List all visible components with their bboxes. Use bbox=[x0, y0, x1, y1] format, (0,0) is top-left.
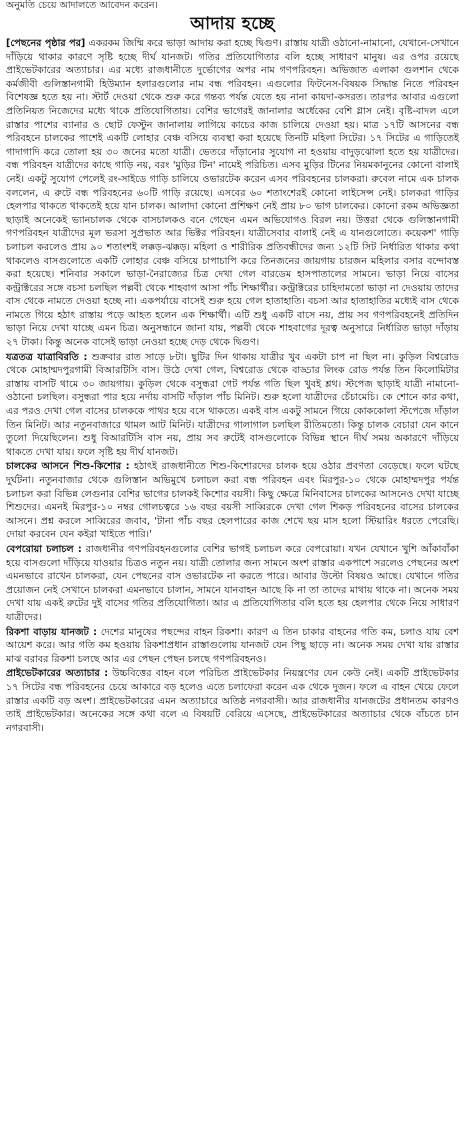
previous-article-tail: অনুমতি চেয়ে আদালতে আবেদন করেন। bbox=[6, 0, 158, 11]
paragraph-text: একরকম জিম্মি করে ভাড়া আদায় করা হচ্ছে দ্বিগুণ। রাস্তায় যাত্রী ওঠানো-নামানো, যেখানে-সেখানে দাঁড়িয়ে থাকার কারণে সৃষ্টি হচ্ছে দীর্ঘ যানজট। গতির প্রতিযোগিতার বলি হচ্ছে সাধারণ মানুষ। এর ওপর রয়েছে প্রাইভেটকারের অত্যাচার। এর মধ্যে রাজধানীতে দুর্ভোগের অপর নাম গণপরিবহন। অভিজাত এলাকা গুলশান থেকে কর্মজীবী গুলিস্তানগামী হিউম্যান হলারগুলোর নাম বন্ধ পরিবহন। এগুলোর ফিটনেস-বিষয়ক সিদ্ধান্ত নিতে পরিবহন বিশেষজ্ঞ হতে হয় না। স্টার্ট দেওয়া থেকে শুরু করে গন্তব্য পর্যন্ত যেতে হয় নানা কায়দা-কসরত। তারপর আবার এগুলো প্রতিনিয়ত নিজেদের মধ্যে থাকে প্রতিযোগিতায়। বেশির ভাগেরই জানালার অর্ধেকের বেশি গ্লাস নেই। বৃষ্টি-বাদল এলে রাস্তার পাশের ব্যানার ও ছোট ফেস্টুন জানালায় লাগিয়ে কাচের কাজ চালিয়ে দেওয়া হয়। মাত্র ১৭টি আসনের বন্ধ পরিবহনে চালকের পাশেই একটি লোহার বেঞ্চ বসিয়ে ব্যবস্থা করা হয়েছে তিনটি মহিলা সিটের। ১৭ সিটের এ গাড়িতেই গাদাগাদি করে তোলা হয় ৩০ জনের মতো যাত্রী। ভেতরে দাঁড়ানোর সুযোগ না হওয়ায় বাদুড়ঝোলা হতে হয় যাত্রীদের। বন্ধ পরিবহন যাত্রীদের কাছে গাড়ি নয়, বরং 'মুড়ির টিন' নামেই পরিচিত। এসব মুড়ির টিনের নিয়মকানুনের কোনো বালাই নেই। একটু সুযোগ পেলেই রং-সাইডে গাড়ি চালিয়ে ওভারটেক করেন এসব পরিবহনের চালকরা। রুবেল নামে এক চালক বললেন, এ রুটে বন্ধ পরিবহনের ৬০টি গাড়ি রয়েছে। এসবের ৬০ শতাংশেরই কোনো লাইসেন্স নেই। চালকরা গাড়ির হেলপার থাকতে থাকতেই হয়ে যান চালক। আলাদা কোনো প্রশিক্ষণ নেই প্রায় ৮০ ভাগ চালকের। কোনো রকম অভিজ্ঞতা ছাড়াই অনেকেই ভ্যানচালক থেকে বাসচালকও বনে গেছেন এমন অভিযোগও বিরল নয়। উত্তরা থেকে গুলিস্তানগামী গণপরিবহন যাত্রীদের মূল ভরসা সুপ্রভাত আর ভিক্টর পরিবহন। যাত্রীসেবার বালাই নেই এ যানগুলোতে। কয়েকশ' গাড়ি চলাচল করলেও প্রায় ৯০ শতাংশই লক্কড়-ঝক্কড়। মহিলা ও শারীরিক প্রতিবন্ধীদের জন্য ১২টি সিট নির্ধারিত থাকার কথা থাকলেও বাসগুলোতে একটি লোহার বেঞ্চ বসিয়ে চাপাচাপি করে তিনজনের জায়গায় চারজন মহিলার বসার বন্দোবস্ত করা হয়েছে। শনিবার সকালে ভাড়া-নৈরাজ্যের চিত্র দেখা গেল বারডেম হাসপাতালের সামনে। ভাড়া নিয়ে বাসের কন্ট্রাক্টরের সঙ্গে বচসা চলছিল পল্লবী থেকে শাহবাগ আসা পাঁচ শিক্ষার্থীর। কন্ট্রাক্টরের চাহিদামতো ভাড়া না দেওয়ায় তাদের বাস থেকে নামতে দেওয়া হচ্ছে না। একপর্যায়ে বাসেই শুরু হয়ে গেল হাতাহাতি। বচসা আর হাতাহাতির মধ্যেই বাস থেকে নামতে গিয়ে হঠাৎ রাস্তায় পড়ে আহত হলেন এক শিক্ষার্থী। এটি শুধু একটি বাসে নয়, প্রায় সব গণপরিবহনেই প্রতিদিন ভাড়া নিয়ে দেখা যাচ্ছে এমন চিত্র। অনুসন্ধানে জানা যায়, পল্লবী থেকে শাহবাগের দূরত্ব অনুসারে নির্ধারিত ভাড়া দাঁড়ায় ২৭ টাকা। কিন্তু অনেক বাসেই ভাড়া নেওয়া হচ্ছে দেড় থেকে দ্বিগুণ। bbox=[6, 38, 459, 349]
paragraph-child-drivers bbox=[6, 460, 459, 542]
article-body bbox=[0, 37, 465, 735]
subhead-random-stops: যত্রতত্র যাত্রাবিরতি : bbox=[6, 351, 88, 363]
paragraph-intro bbox=[6, 37, 459, 350]
paragraph-private-cars bbox=[6, 667, 459, 735]
subhead-rickshaw-jam: রিকশা বাড়ায় যানজট : bbox=[6, 626, 97, 638]
paragraph-random-stops bbox=[6, 351, 459, 460]
paragraph-reckless-driving bbox=[6, 543, 459, 625]
paragraph-text: রাজধানীর গণপরিবহনগুলোর বেশির ভাগই চলাচল করে বেপরোয়া। যখন যেখানে খুশি আঁকাবাঁকা হয়ে বাসগুলো দাঁড়িয়ে যাওয়ার চিত্রও নতুন নয়। যাত্রী তোলার জন্য সামনে অংশ রাস্তার একপাশে সরলেও পেছনের অংশ এমনভাবে রাখেন চালকরা, যেন পেছনের বাস ওভারটেক না করতে পারে। আবার উল্টো বিষয়ও আছে। যেখানে গতির প্রয়োজন নেই সেখানে চালকরা এমনভাবে চালান, সামনে যানবাহন আছে কি না তা তাদের মাথায় থাকে না। অনেক সময় দেখা যায় একই রুটের দুই বাসের গতির প্রতিযোগিতা। আর এ প্রতিযোগিতার বলি হতে হয় হেলপার থেকে নিয়ে সাধারণ যাত্রীদের। bbox=[6, 543, 459, 623]
paragraph-text: দেশের মানুষের পছন্দের বাহন রিকশা। কারণ এ তিন চাকার বাহনের গতি কম, চলাও যায় বেশ আয়েশ করে। আর গতি কম হওয়ায় রিকশাপ্রধান রাস্তাগুলোয় যানজট যেন পিছু ছাড়ে না। অনেক সময় দেখা যায় রাস্তার মাঝ বরাবর রিকশা চলছে আর এর পেছন পেছন চলছে গণপরিবহনও। bbox=[6, 626, 459, 665]
paragraph-text: শুক্রবার রাত সাড়ে ৮টা। ছুটির দিন থাকায় যাত্রীর খুব একটা চাপ না ছিল না। কুড়িল বিশ্বরোড থেকে মোহাম্মদপুরগামী বিআরটিসি বাস। উঠে দেখা গেল, বিশ্বরোড থেকে বাড্ডার লিংক রোড পর্যন্ত তিন কিলোমিটার রাস্তায় বাসটি থামে ৩০ জায়গায়। কুড়িল থেকে বসুন্ধরা গেট পর্যন্ত গতি ছিল খুবই শ্লথ। স্টপেজ ছাড়াই যাত্রী নামানো-ওঠানো চলছিল। বসুন্ধরা পার হয়ে নর্দায় বাসটি দাঁড়াল পাঁচ মিনিট। শুরু হলো যাত্রীদের চেঁচামেচি। কে শোনে কার কথা, এর পরও দেখা গেল বাসের চালককে পাথর হয়ে বসে থাকতে। একই বাস একটু সামনে গিয়ে কোককোলা স্টপেজে দাঁড়াল তিন মিনিট। আর নতুনবাজারে থামল আট মিনিট। যাত্রীদের গালাগাল চলছিল রীতিমতো। কিন্তু চালক বেচারা যেন কানে তুলো দিয়েছিলেন। শুধু বিআরটিসি বাস নয়, প্রায় সব রুটেই বাসগুলোকে বিভিন্ন স্থানে দীর্ঘ সময় অকারণে দাঁড়িয়ে থাকতে দেখা যায়। ফলে সৃষ্টি হয় দীর্ঘ যানজট। bbox=[6, 351, 459, 458]
article-headline: আদায় হচ্ছে bbox=[190, 14, 275, 34]
subhead-reckless-driving: বেপরোয়া চলাচল : bbox=[6, 543, 82, 555]
subhead-child-drivers: চালকের আসনে শিশু-কিশোর : bbox=[6, 461, 130, 473]
paragraph-rickshaw-jam bbox=[6, 626, 459, 667]
paragraph-text: হঠাৎই রাজধানীতে শিশু-কিশোরদের চালক হয়ে ওঠার প্রবণতা বেড়েছে। ফলে ঘটছে দুর্ঘটনা। নতুনবাজার থেকে গুলিস্তান অভিমুখে চলাচল করা বন্ধ পরিবহন এবং মিরপুর-১০ থেকে মোহাম্মদপুর পর্যন্ত চলাচল করা বিভিন্ন লেগুনার বেশির ভাগের চালকই কিশোর বয়সী। কিছু ক্ষেত্রে মিনিবাসের চালকের আসনেও দেখা যাচ্ছে শিশুদের। এমনই মিরপুর-১০ নম্বর গোলচত্বরে ১৬ বছর বয়সী সাব্বিরকে দেখা গেল শিকড় পরিবহনের বাসের চালকের আসনে। প্রশ্ন করলে সাব্বিরের জবাব, 'টানা পাঁচ বছর হেলপারের কাজ শেখে ছয় মাস হলো স্টিয়ারিং ধরতে পেরেছি। দোয়া করবেন যেন কইরা খাইতে পারি।' bbox=[6, 461, 459, 541]
paragraph-text: উচ্চবিত্তের বাহন বলে পরিচিত প্রাইভেটকার নিয়ন্ত্রণের যেন কেউ নেই। একটি প্রাইভেটকার ১৭ সিটের বন্ধ পরিবহনের চেয়ে আকারে বড় হলেও এতে চলাফেরা করেন এক থেকে দুজন। ফলে এ বাহন খেয়ে ফেলে রাস্তার একটি বড় অংশ। প্রাইভেটকারের এমন অত্যাচারে অতিষ্ঠ নগরবাসী। আর রাজধানীর যানজটের প্রধানতম কারণও তাই প্রাইভেটকার। অনেকের সঙ্গে কথা বলে এ বিষয়টি বেরিয়ে এসেছে, প্রাইভেটকারের অত্যাচার থেকে বাঁচতে চান নগরবাসী। bbox=[6, 668, 459, 734]
subhead-private-cars: প্রাইভেটকারের অত্যাচার : bbox=[6, 668, 109, 680]
continued-marker: [পেছনের পৃষ্ঠার পর] bbox=[6, 38, 86, 49]
